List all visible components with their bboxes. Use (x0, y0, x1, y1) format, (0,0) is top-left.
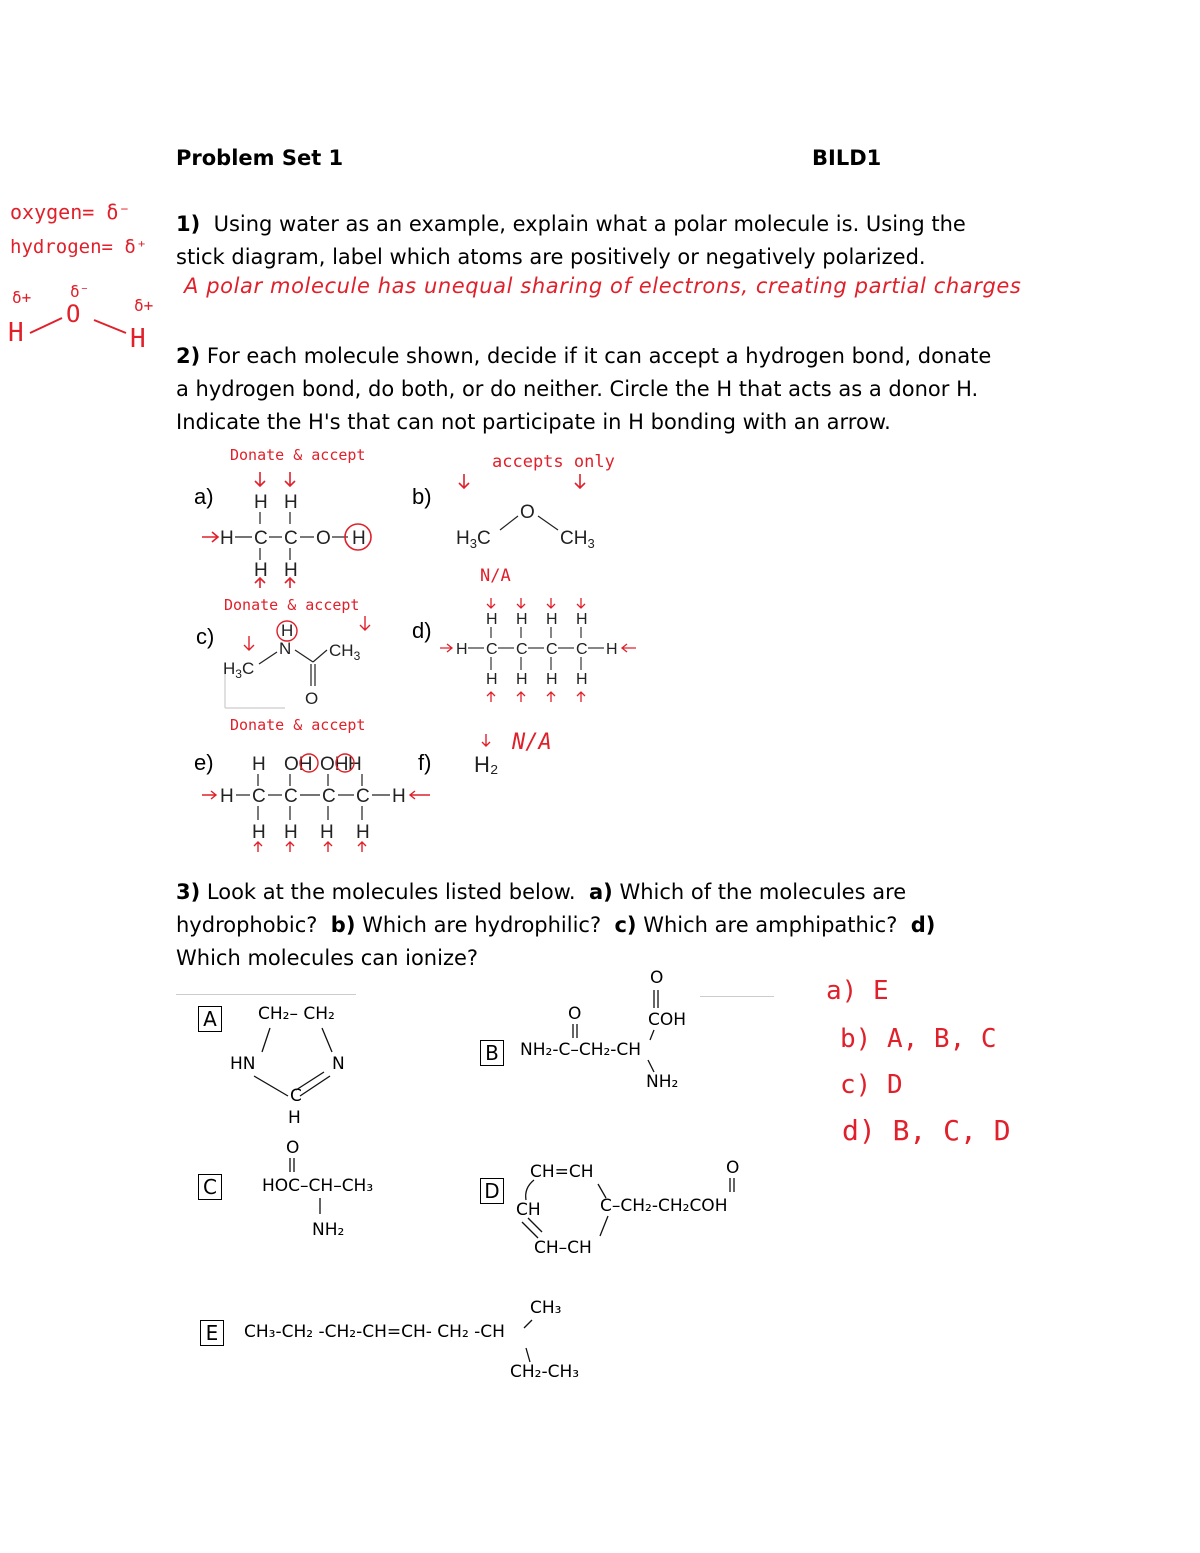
molecule-c-n-methylacetamide (215, 612, 395, 712)
q2-annotation-a: Donate & accept (230, 446, 366, 464)
molecule-d-butane (432, 590, 652, 710)
q3-line2-b: Which are hydrophilic? (362, 913, 602, 937)
q2-number: 2) (176, 344, 201, 368)
svg-text:C: C (516, 641, 528, 658)
svg-text:H3C: $H_3C$ (456, 528, 491, 551)
svg-text:C: C (546, 641, 558, 658)
svg-text:H: H (516, 671, 528, 688)
svg-text:O: O (316, 528, 331, 549)
svg-text:H: H (348, 754, 362, 775)
q2-annotation-b: accepts only (492, 452, 615, 472)
scan-divider-right (700, 996, 774, 997)
molecule-e-ch3: CH₃ (530, 1298, 562, 1318)
svg-text:H: H (252, 754, 266, 775)
molecule-a-c: C (290, 1086, 302, 1106)
molecule-d-bonds (510, 1170, 760, 1260)
q1-line2: stick diagram, label which atoms are positively or negatively polarized. (176, 245, 926, 269)
q3-answer-c: c) D (840, 1070, 903, 1100)
svg-text:CH3: $CH_3$ (560, 528, 595, 551)
svg-text:O: O (305, 689, 319, 708)
q2-line3: Indicate the H's that can not participate in H bonding with an arrow. (176, 410, 891, 434)
molecule-b-main: NH₂-C–CH₂-CH (520, 1040, 642, 1060)
molecule-e-main: CH₃-CH₂ -CH₂-CH=CH- CH₂ -CH (244, 1322, 505, 1342)
svg-text:C: C (576, 641, 588, 658)
page-title: Problem Set 1 (176, 146, 344, 170)
molecule-d-bottom: CH–CH (534, 1238, 592, 1258)
q3-box-b: B (480, 1040, 504, 1066)
svg-text:H: H (356, 822, 370, 843)
q3-line2-c: Which are amphipathic? (643, 913, 898, 937)
svg-text:H: H (281, 621, 294, 640)
molecule-a-hn: HN (230, 1054, 256, 1074)
molecule-c-bonds (280, 1154, 340, 1224)
molecule-e-ch2ch3: CH₂-CH₃ (510, 1362, 580, 1382)
q2-label-e: e) (194, 750, 214, 775)
svg-text:C: C (284, 786, 298, 807)
q3-answer-a: a) E (826, 976, 889, 1006)
question-1 (176, 208, 1076, 274)
molecule-b-nh2: NH₂ (646, 1072, 679, 1092)
molecule-c-nh2: NH₂ (312, 1220, 345, 1240)
svg-text:H: H (252, 822, 266, 843)
q3-c-label: c) (614, 913, 637, 937)
margin-note-oxygen: oxygen= δ⁻ (10, 200, 131, 224)
svg-text:C: C (322, 786, 336, 807)
svg-text:H: H (254, 492, 268, 513)
svg-text:H: H (220, 786, 234, 807)
q2-line2: a hydrogen bond, do both, or do neither. Circle the H that acts as a donor H. (176, 377, 979, 401)
svg-text:H: H (456, 641, 468, 658)
molecule-d-ch: CH (516, 1200, 541, 1220)
water-charge-left-h: δ+ (12, 288, 32, 307)
svg-text:H: H (576, 611, 588, 628)
molecule-b-bonds (560, 980, 680, 1080)
svg-text:C: C (486, 641, 498, 658)
q2-label-f: f) (418, 750, 432, 775)
q2-label-b: b) (412, 484, 432, 509)
q3-box-e: E (200, 1320, 224, 1346)
molecule-f-arrow (476, 730, 506, 750)
molecule-c-o: O (286, 1138, 300, 1158)
svg-text:H: H (486, 671, 498, 688)
svg-text:H: H (284, 822, 298, 843)
svg-text:H: H (220, 528, 234, 549)
q3-box-a: A (198, 1006, 222, 1032)
molecule-b-cooh: COH (648, 1010, 687, 1030)
svg-text:H3C: $H_3C$ (223, 659, 255, 681)
q3-d-label: d) (910, 913, 936, 937)
water-bond-lines (0, 0, 200, 360)
molecule-e-butanediol (196, 740, 436, 860)
q3-a-label: a) (588, 880, 613, 904)
q2-annotation-b-na: N/A (480, 566, 511, 586)
q2-annotation-e: Donate & accept (230, 716, 366, 734)
svg-text:H: H (392, 786, 406, 807)
svg-text:O: O (520, 502, 535, 523)
water-charge-right-h: δ+ (134, 296, 154, 315)
water-atom-h2: H (130, 324, 146, 354)
svg-text:H: H (284, 492, 298, 513)
q3-line1-a: Look at the molecules listed below. (206, 880, 576, 904)
svg-text:OH: OH (320, 754, 349, 775)
molecule-a-ethanol (190, 460, 410, 590)
svg-text:H: H (546, 611, 558, 628)
scan-divider-left (176, 994, 356, 995)
q1-line1: Using water as an example, explain what a polar molecule is. Using the (213, 212, 966, 236)
margin-note-hydrogen: hydrogen= δ⁺ (10, 236, 148, 258)
molecule-d-chain: C–CH₂-CH₂COH (600, 1196, 728, 1216)
water-atom-h1: H (8, 318, 24, 348)
svg-text:CH3: $CH_3$ (329, 641, 361, 663)
svg-text:H: H (546, 671, 558, 688)
svg-text:N: N (279, 639, 292, 658)
svg-text:H: H (320, 822, 334, 843)
question-3 (176, 876, 1076, 975)
molecule-a-bonds (220, 1020, 380, 1120)
q1-number: 1) (176, 212, 201, 236)
q2-label-d: d) (412, 618, 432, 643)
question-2 (176, 340, 1076, 439)
molecule-b-cooh-o: O (650, 968, 664, 988)
q2-annotation-c: Donate & accept (224, 596, 360, 614)
q2-label-c: c) (196, 624, 215, 649)
svg-text:H: H (576, 671, 588, 688)
q2-label-a: a) (194, 484, 214, 509)
water-atom-o: O (66, 300, 81, 328)
svg-text:H: H (284, 560, 298, 581)
molecule-d-o: O (726, 1158, 740, 1178)
molecule-c-main: HOC–CH–CH₃ (262, 1176, 374, 1196)
svg-text:H: H (352, 528, 366, 549)
molecule-a-top: CH₂– CH₂ (258, 1004, 335, 1024)
svg-text:C: C (356, 786, 370, 807)
molecule-b-dimethyl-ether (450, 468, 620, 558)
q3-answer-b: b) A, B, C (840, 1024, 997, 1054)
molecule-e-bonds (510, 1304, 570, 1374)
svg-text:OH: OH (284, 754, 313, 775)
q3-line3: Which molecules can ionize? (176, 946, 479, 970)
water-charge-oxygen: δ⁻ (70, 282, 90, 301)
svg-text:H: H (516, 611, 528, 628)
q1-answer: A polar molecule has unequal sharing of electrons, creating partial charges (184, 274, 1022, 298)
q3-box-c: C (198, 1174, 222, 1200)
q3-number: 3) (176, 880, 201, 904)
q2-line1: For each molecule shown, decide if it can accept a hydrogen bond, donate (206, 344, 992, 368)
svg-text:C: C (284, 528, 298, 549)
molecule-f-hydrogen: H₂ (474, 752, 499, 777)
q3-answer-d: d) B, C, D (842, 1114, 1011, 1147)
molecule-b-o: O (568, 1004, 582, 1024)
svg-text:H: H (606, 641, 618, 658)
svg-text:H: H (486, 611, 498, 628)
q3-line2-a: hydrophobic? (176, 913, 318, 937)
course-code: BILD1 (812, 146, 882, 170)
q3-box-d: D (480, 1178, 504, 1204)
molecule-d-top: CH=CH (530, 1162, 594, 1182)
molecule-a-h: H (288, 1108, 301, 1128)
molecule-a-n: N (332, 1054, 345, 1074)
svg-text:C: C (254, 528, 268, 549)
q3-b-label: b) (330, 913, 356, 937)
q2-annotation-f: N/A (512, 730, 552, 755)
svg-text:H: H (254, 560, 268, 581)
svg-text:C: C (252, 786, 266, 807)
q3-line1-b: Which of the molecules are (619, 880, 907, 904)
